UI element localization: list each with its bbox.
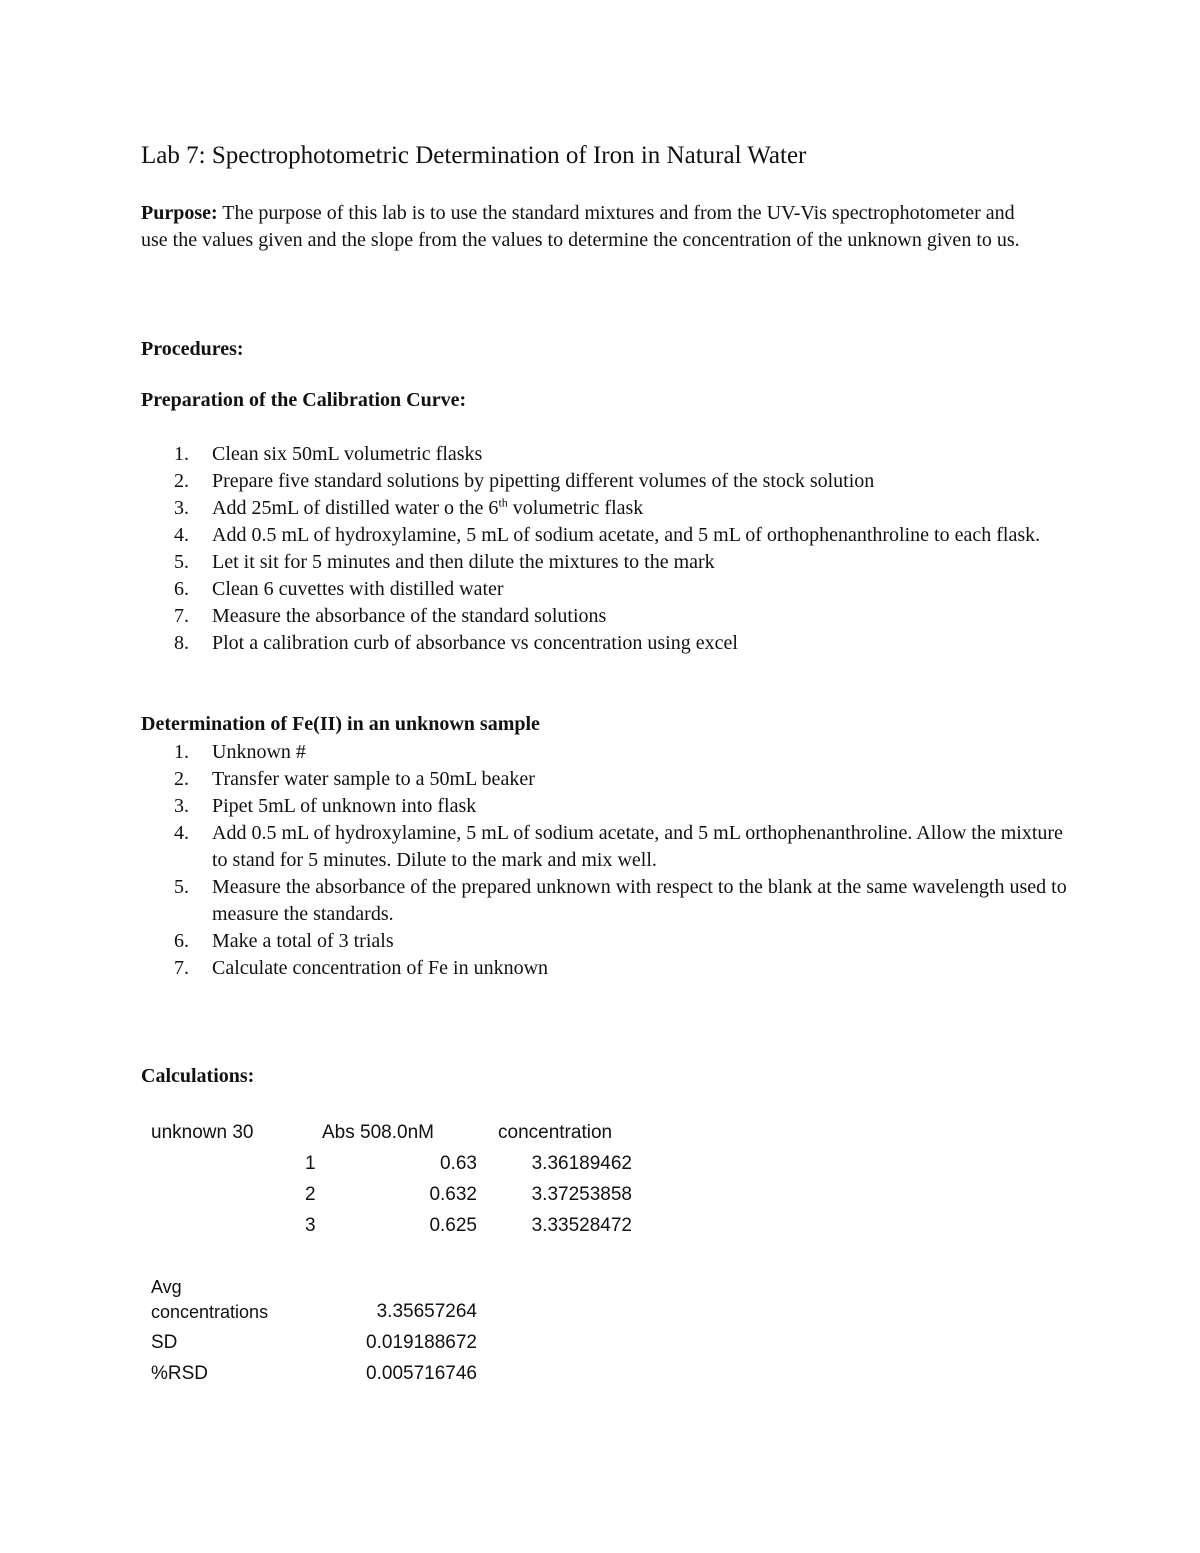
list-item — [141, 874, 1071, 928]
step-number: 2. — [174, 768, 189, 790]
step-number: 7. — [174, 957, 189, 979]
list-item — [141, 576, 1071, 603]
table-cell-abs: 0.625 — [429, 1215, 477, 1236]
list-item — [141, 820, 1071, 874]
step-number: 2. — [174, 470, 189, 492]
table-cell-concentration: 3.36189462 — [531, 1153, 632, 1174]
step-number: 6. — [174, 930, 189, 952]
step-number: 5. — [174, 876, 189, 898]
list-item — [141, 928, 1071, 955]
purpose-label: Purpose: — [141, 202, 218, 224]
determination-heading: Determination of Fe(II) in an unknown sample — [141, 713, 540, 735]
table-cell-abs: 0.63 — [440, 1153, 477, 1174]
list-item — [141, 603, 1071, 630]
list-item — [141, 793, 1071, 820]
list-item — [141, 522, 1071, 549]
step-text: Calculate concentration of Fe in unknown — [212, 957, 549, 979]
list-item — [141, 468, 1071, 495]
step-number: 1. — [174, 443, 189, 465]
table-header-concentration: concentration — [498, 1122, 613, 1143]
list-item — [141, 549, 1071, 576]
step-number: 1. — [174, 741, 189, 763]
step-number: 3. — [174, 497, 189, 519]
step-text: Measure the absorbance of the prepared unknown with respect to the blank at the same wavelength used to measure the standards. — [212, 876, 1067, 925]
step-number: 4. — [174, 524, 189, 546]
step-number: 5. — [174, 551, 189, 573]
sd-label: SD — [151, 1332, 178, 1353]
purpose-paragraph — [141, 200, 1021, 254]
step-text: Add 0.5 mL of hydroxylamine, 5 mL of sodium acetate, and 5 mL orthophenanthroline. Allow the mixture to stand for 5 minutes. Dilute to the mark and mix well. — [212, 822, 1063, 871]
step-superscript: th — [498, 495, 508, 510]
step-text: Prepare five standard solutions by pipetting different volumes of the stock solution — [212, 470, 875, 492]
table-cell-trial: 3 — [305, 1215, 316, 1236]
step-number: 7. — [174, 605, 189, 627]
purpose-text: The purpose of this lab is to use the standard mixtures and from the UV-Vis spectrophotometer and use the values given and the slope from the values to determine the concentration of the unknown given to us. — [141, 202, 1020, 251]
avg-value: 3.35657264 — [376, 1301, 477, 1322]
calibration-heading: Preparation of the Calibration Curve: — [141, 389, 467, 411]
calculations-heading: Calculations: — [141, 1065, 255, 1087]
step-text: Pipet 5mL of unknown into flask — [212, 795, 477, 817]
sd-value: 0.019188672 — [366, 1332, 477, 1353]
step-text: Unknown # — [212, 741, 306, 763]
list-item — [141, 630, 1071, 657]
rsd-label: %RSD — [151, 1363, 209, 1384]
step-text: Add 25mL of distilled water o the 6 — [212, 497, 499, 519]
table-header-unknown: unknown 30 — [151, 1122, 254, 1143]
calibration-steps — [141, 441, 1071, 657]
avg-label-line2: concentrations — [151, 1302, 269, 1322]
step-number: 6. — [174, 578, 189, 600]
step-number: 3. — [174, 795, 189, 817]
list-item — [141, 766, 1071, 793]
step-text: Transfer water sample to a 50mL beaker — [212, 768, 535, 790]
step-text: Add 0.5 mL of hydroxylamine, 5 mL of sodium acetate, and 5 mL of orthophenanthroline to each flask. — [212, 524, 1041, 546]
avg-label-line1: Avg — [151, 1277, 182, 1297]
step-text: Plot a calibration curb of absorbance vs concentration using excel — [212, 632, 738, 654]
step-text: Clean 6 cuvettes with distilled water — [212, 578, 504, 600]
list-item — [141, 441, 1071, 468]
procedures-heading: Procedures: — [141, 338, 244, 360]
table-cell-abs: 0.632 — [429, 1184, 477, 1205]
step-text: Clean six 50mL volumetric flasks — [212, 443, 483, 465]
step-text-after: volumetric flask — [507, 497, 644, 519]
table-cell-concentration: 3.33528472 — [531, 1215, 632, 1236]
determination-steps — [141, 739, 1071, 982]
list-item — [141, 495, 1071, 522]
document-title: Lab 7: Spectrophotometric Determination of Iron in Natural Water — [141, 142, 807, 169]
table-cell-trial: 1 — [305, 1153, 316, 1174]
step-number: 8. — [174, 632, 189, 654]
step-number: 4. — [174, 822, 189, 844]
rsd-value: 0.005716746 — [366, 1363, 477, 1384]
list-item — [141, 739, 1071, 766]
table-cell-trial: 2 — [305, 1184, 316, 1205]
step-text: Let it sit for 5 minutes and then dilute the mixtures to the mark — [212, 551, 715, 573]
table-cell-concentration: 3.37253858 — [531, 1184, 632, 1205]
step-text: Measure the absorbance of the standard solutions — [212, 605, 607, 627]
list-item — [141, 955, 1071, 982]
table-header-abs: Abs 508.0nM — [322, 1122, 434, 1143]
step-text: Make a total of 3 trials — [212, 930, 394, 952]
